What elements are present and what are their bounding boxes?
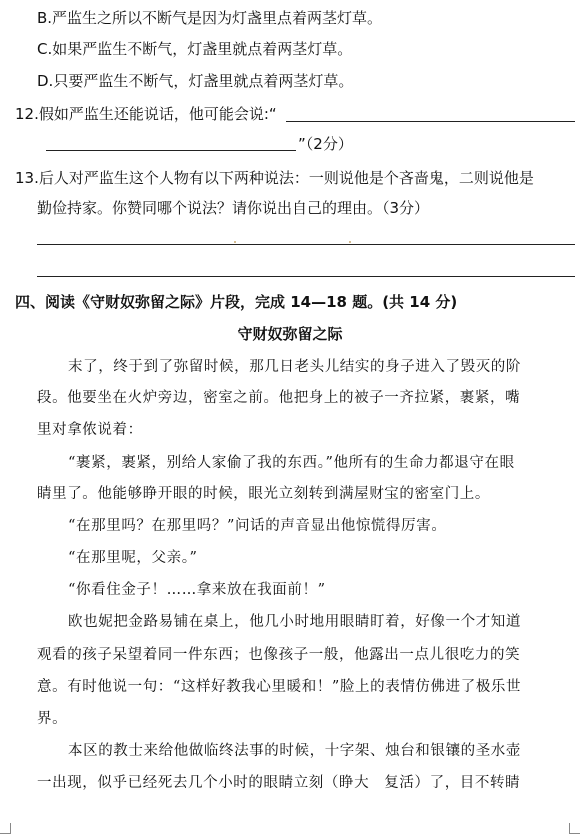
q13-answer-line-1[interactable] bbox=[37, 244, 575, 245]
q12-answer-line-2[interactable] bbox=[46, 150, 296, 151]
section-heading: 四、阅读《守财奴弥留之际》片段，完成 14—18 题。(共 14 分) bbox=[15, 293, 458, 311]
q13-line-1: 13.后人对严监生这个人物有以下两种说法：一则说他是个吝啬鬼，二则说他是 bbox=[15, 169, 534, 187]
scan-speck bbox=[349, 241, 351, 243]
passage-line: 末了，终于到了弥留时候，那几日老头儿结实的身子进入了毁灭的阶 bbox=[68, 359, 521, 375]
passage-line: “你看住金子！……拿来放在我面前！” bbox=[68, 582, 326, 598]
passage-title: 守财奴弥留之际 bbox=[237, 325, 343, 343]
q13-answer-line-2[interactable] bbox=[37, 276, 575, 277]
passage-line: 观看的孩子呆望着同一件东西；也像孩子一般，他露出一点儿很吃力的笑 bbox=[37, 647, 521, 663]
passage-line: 界。 bbox=[37, 711, 68, 727]
passage-line: “在那里吗？在那里吗？”问话的声音显出他惊慌得厉害。 bbox=[68, 518, 447, 534]
q13-line-2: 勤俭持家。你赞同哪个说法？请你说出自己的理由。（3分） bbox=[37, 199, 430, 217]
crop-mark-left bbox=[0, 823, 11, 834]
q12-close: ”（2分） bbox=[298, 135, 353, 153]
passage-line: 一出现，似乎已经死去几个小时的眼睛立刻（睁大 复活）了，目不转睛 bbox=[37, 775, 521, 791]
crop-mark-right bbox=[569, 823, 580, 834]
scan-speck bbox=[234, 241, 236, 243]
q11-option-b: B.严监生之所以不断气是因为灯盏里点着两茎灯草。 bbox=[37, 9, 383, 27]
passage-line: 段。他要坐在火炉旁边，密室之前。他把身上的被子一齐拉紧，裹紧，嘴 bbox=[37, 390, 521, 406]
passage-line: “在那里呢，父亲。” bbox=[68, 550, 198, 566]
passage-line: 里对拿侬说着： bbox=[37, 422, 143, 438]
passage-line: 欧也妮把金路易铺在桌上，他几小时地用眼睛盯着，好像一个才知道 bbox=[68, 614, 521, 630]
passage-line: “裹紧，裹紧，别给人家偷了我的东西。”他所有的生命力都退守在眼 bbox=[68, 455, 515, 471]
q11-option-d: D.只要严监生不断气，灯盏里就点着两茎灯草。 bbox=[37, 72, 354, 90]
passage-line: 本区的教士来给他做临终法事的时候，十字架、烛台和银镶的圣水壶 bbox=[68, 743, 521, 759]
q12-answer-line-1[interactable] bbox=[286, 121, 575, 122]
passage-line: 睛里了。他能够睁开眼的时候，眼光立刻转到满屋财宝的密室门上。 bbox=[37, 486, 490, 502]
passage-line: 意。有时他说一句：“这样好教我心里暖和！”脸上的表情仿佛进了极乐世 bbox=[37, 679, 522, 695]
q12-prompt: 12.假如严监生还能说话，他可能会说:“ bbox=[15, 105, 277, 123]
q11-option-c: C.如果严监生不断气，灯盏里就点着两茎灯草。 bbox=[37, 40, 353, 58]
